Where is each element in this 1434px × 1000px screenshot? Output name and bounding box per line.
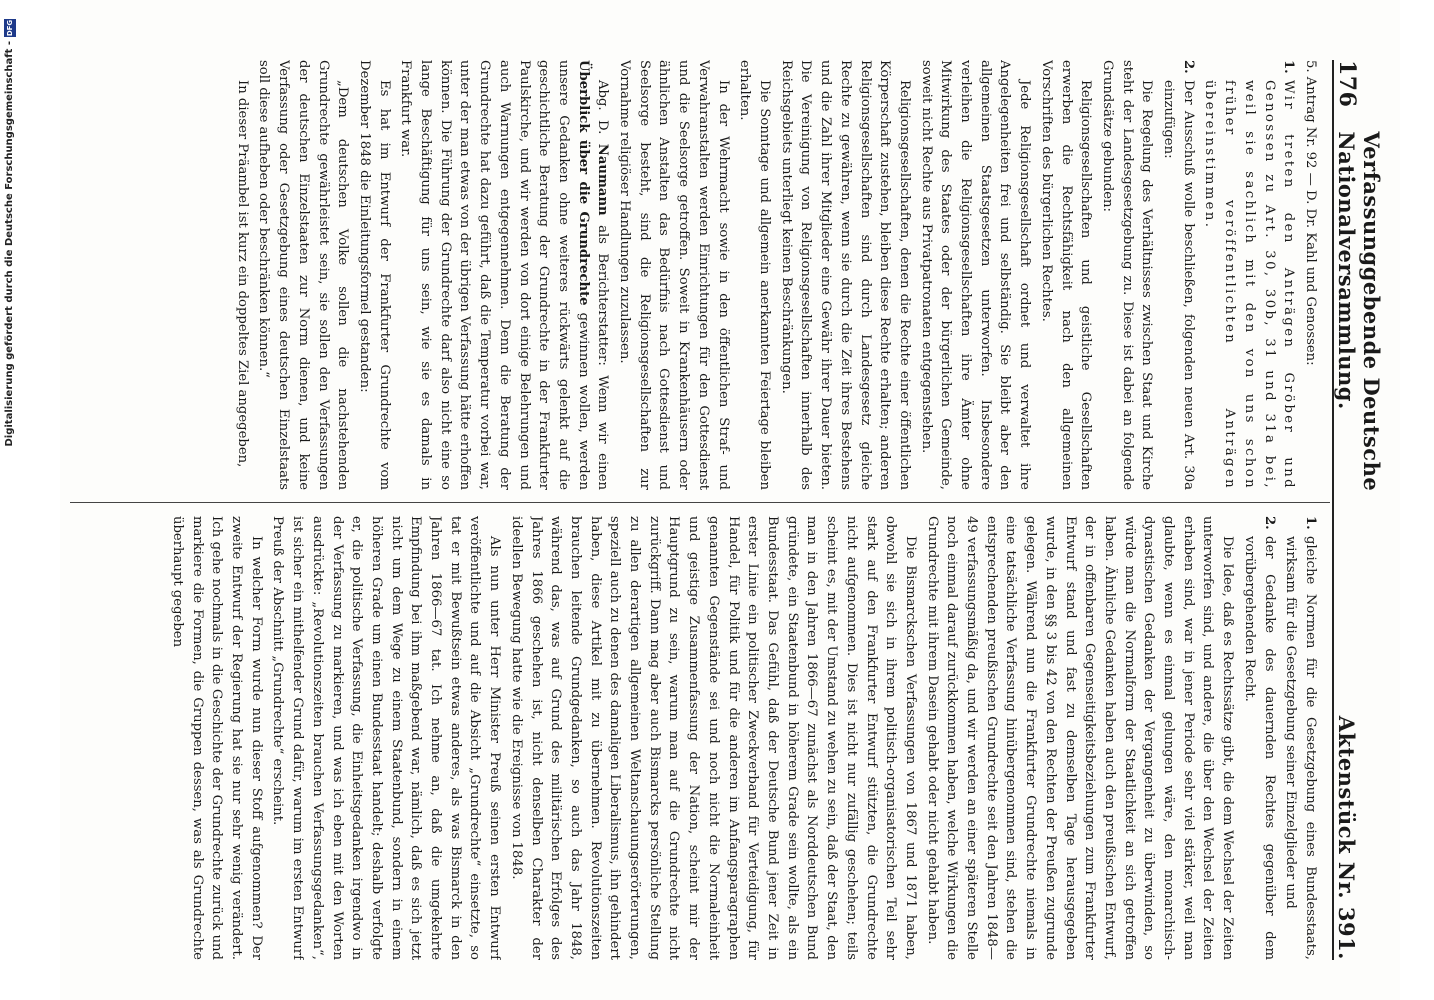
paragraph: Jede Religionsgesellschaft ordnet und verwaltet ihre Angelegenheiten frei und selbständig. Sie bleibt aber den allgemeinen Staatsgesetzen unterworfen. Insbesondere verleihen die Religionsgesellschaften ihre Ämter ohne Mitwirkung des Staates oder der bürgerlichen Gemeinde, soweit nicht Rechte aus Privatpatronaten entgegenstehen. — [918, 60, 1033, 490]
paragraph: Die Sonntage und allgemein anerkannten Feiertage bleiben erhalten. — [737, 60, 773, 490]
page-header — [1332, 60, 1384, 960]
emphasis: Überblick über die Grundrechte — [575, 60, 591, 306]
list-item — [1239, 516, 1278, 960]
page-number: 176 — [1334, 60, 1360, 108]
paragraph: Die Idee, daß es Rechtssätze gibt, die dem Wechsel der Zeiten unterworfen sind, und andere, die über den Wechsel der Zeiten erhaben sind, war in jener Periode sehr viel stärker, weil man glaubte, wenn es einmal gelungen wäre, den monarchisch-dynastischen Gedanken der Vergangenheit zu überwinden, so würde man die Normalform der Staatlichkeit an sich getroffen haben. Ähnliche Gedanken haben auch den preußischen Entwurf, der in offenbaren Gegenseitigkeitsbeziehungen zum Frankfurter Entwurf stand und fast zu demselben Tage herausgegeben wurde, in den §§ 3 bis 42 von den Rechten der Preußen zugrunde gelegen. Während nun die Frankfurter Grundrechte niemals in eine tatsächliche Verfassung hinübergenommen sind, stehen die entsprechenden preußischen Grundrechte seit den Jahren 1848—49 verfassungsmäßig da, und wir werden an einer späteren Stelle noch einmal darauf zurückkommen haben, welche Wirkungen die Grundrechte mit ihrem Dasein gehabt oder nicht gehabt haben. — [924, 516, 1236, 960]
item-text: gleiche Normen für die Gesetzgebung eines Bundesstaats, wirksam für die Gesetzgebung seiner Einzelglieder und — [1283, 536, 1318, 960]
item-number: 1. — [1303, 516, 1318, 530]
speech-text: gewinnen wollen, werden unsere Gedanken ohne weiteres rückwärts gelenkt auf die geschichtliche Beratung der Grundrechte in der Frankfurter Paulskirche, und wir werden von dort einige Belehrungen und auch Warnungen entgegennehmen. Denn die Beratung der Grundrechte hat dazu geführt, daß die Temperatur vorbei war, unter der man etwas von der übrigen Verfassung hätte erhoffen können. Die Führung der Grundrechte darf also nicht eine so lange Beschäftigung für uns sein, wie sie es damals in Frankfurt war. — [398, 60, 591, 490]
motion-intro: 5. Antrag Nr. 92 — D. Dr. Kahl und Genossen: — [1303, 60, 1318, 366]
list-item — [1281, 516, 1320, 960]
document-number: Aktenstück Nr. 391. — [1334, 715, 1359, 960]
paragraph: Als nun unter Herr Minister Preuß seinen ersten Entwurf veröffentlichte und auf die Absicht „Grundrechte“ einsetzte, so tat er mit Bewußtsein etwas anderes, als was Bismarck in den Jahren 1866—67 tat. Ich nehme an, daß die umgekehrte Empfindung bei ihm maßgebend war, nämlich, daß es sich jetzt nicht um dem Wege zu einem Staatenbund, sondern in einem höheren Grade um einen Bundesstaat handelt; deshalb verfolgte er, die politische Verfassung, die Einheitsgedanken irgendwo in der Verfassung zu markieren, und was ich eben mit den Worten ausdrückte: „Revolutionszeiten brauchen Verfassungsgedanken“, ist sicher ein mithelfender Grund dafür, warum im ersten Entwurf Preuß der Abschnitt „Grundrechte“ erscheint. — [270, 516, 503, 960]
item-text: Wir treten den Anträgen Gröber und Genossen zu Art. 30, 30b, 31 und 31a bei, weil sie sachlich mit den von uns schon früher veröffentlichten Anträgen übereinstimmen. — [1202, 80, 1297, 490]
scanned-page — [60, 0, 1400, 1000]
column-divider — [70, 502, 1330, 503]
list-item — [1200, 60, 1299, 490]
paragraph: In dieser Präambel ist kurz ein doppeltes Ziel angegeben, — [234, 80, 250, 468]
digitization-text: Digitalisierung gefördert durch die Deutsche Forschungsgemeinschaft - — [4, 41, 15, 447]
paragraph: In welcher Form wurde nun dieser Stoff aufgenommen? Der zweite Entwurf der Regierung hat sie nur sehr wenig verändert. Ich gehe nochmals in die Geschichte der Grundrechte zurück und markiere die Formen, die Gruppen dessen, was als Grundrechte überhaupt gegeben — [169, 516, 264, 960]
right-column — [70, 516, 1320, 960]
item-text: der Gedanke des dauernden Rechtes gegenüber dem vorübergehenden Recht. — [1241, 536, 1277, 960]
item-number: 1. — [1281, 60, 1297, 74]
speech-paragraph — [396, 60, 613, 490]
paragraph: Die Bismarckschen Verfassungen von 1867 und 1871 haben, obwohl sie sich in ihrem politisch-organisatorischen Teil sehr stark auf den Frankfurter Entwurf stützten, die Grundrechte nicht aufgenommen. Dies ist nicht nur zufällig geschehen; teils scheint es, mit der Umstand zu wehen zu sein, daß der Staat, den man in den Jahren 1866—67 zunächst als Norddeutschen Bund gründete, ein Staatenbund in höherem Grade sein wollte, als ein Bundesstaat. Das Gefühl, daß der Deutsche Bund jener Zeit in erster Linie ein politischer Zweckverband für Verteidigung, für Handel, für Politik und für die anderen im Anfangsparagraphen genannten Gegenstände sei und noch nicht die Normaleinheit und geistige Zusammenfassung der Nation, scheint mir der Hauptgrund zu sein, warum man auf die Grundrechte nicht zurückgriff. Dann mag aber auch Bismarcks persönliche Stellung zu allen derartigen allgemeinen Weltanschauungserörterungen, speziell auch zu denen des damaligen Liberalismus, ihn gehindert haben, diese Artikel mit zu übernehmen. Revolutionszeiten brauchen leitende Grundgedanken, so auch das Jahr 1848, während das, was auf Grund des militärischen Erfolges des Jahres 1866 geschehen ist, nicht denselben Charakter der ideellen Bewegung hatte wie die Ereignisse von 1848. — [508, 516, 918, 960]
page-title: Verfassunggebende Deutsche Nationalversammlung. — [1334, 131, 1384, 492]
speech-text: als Berichterstatter: Wenn wir einen — [595, 215, 611, 490]
paragraph: Die Regelung des Verhältnisses zwischen Staat und Kirche steht der Landesgesetzgebung zu. Diese ist dabei an folgende Grundsätze gebunden: — [1099, 60, 1155, 490]
speaker-name: Naumann — [595, 143, 611, 216]
item-number: 2. — [1180, 60, 1196, 74]
digitization-credit — [0, 0, 20, 1000]
item-text: Der Ausschuß wolle beschließen, folgenden neuen Art. 30a einzufügen: — [1161, 80, 1196, 490]
quotation: „Dem deutschen Volke sollen die nachstehenden Grundrechte gewährleistet sein, sie sollen den Verfassungen der deutschen Einzelstaaten zur Norm dienen, und keine Verfassung oder Gesetzgebung eines deutschen Einzelstaats soll diese aufheben oder beschränken können.“ — [256, 60, 351, 490]
paragraph: In der Wehrmacht sowie in den öffentlichen Straf- und Verwahranstalten werden Einrichtungen für den Gottesdienst und die Seelsorge getroffen. Soweit in Krankenhäusern oder ähnlichen Anstalten das Bedürfnis nach Gottesdienst und Seelsorge besteht, sind die Religionsgesellschaften zur Vornahme religiöser Handlungen zuzulassen. — [617, 60, 731, 490]
speaker-prefix: Abg. D. — [595, 80, 611, 144]
paragraph: Religionsgesellschaften, denen die Rechte einer öffentlichen Körperschaft zustehen, bleiben diese Rechte erhalten; anderen Religionsgesellschaften sind durch Landesgesetz gleiche Rechte zu gewähren, wenn sie durch die Zeit ihres Bestehens und die Zahl ihrer Mitglieder eine Gewähr ihrer Dauer bieten. Die Vereinigung von Religionsgesellschaften innerhalb des Reichsgebiets unterliegt keinen Beschränkungen. — [778, 60, 912, 490]
list-item — [1158, 60, 1197, 490]
dfg-logo: DFG — [6, 19, 14, 37]
paragraph: Religionsgesellschaften und geistliche Gesellschaften erwerben die Rechtsfähigkeit nach den allgemeinen Vorschriften des bürgerlichen Rechtes. — [1038, 60, 1094, 490]
left-column — [70, 60, 1320, 490]
item-number: 2. — [1261, 516, 1277, 530]
paragraph: Es hat im Entwurf der Frankfurter Grundrechte vom Dezember 1848 die Einleitungsformel gestanden: — [356, 60, 392, 490]
